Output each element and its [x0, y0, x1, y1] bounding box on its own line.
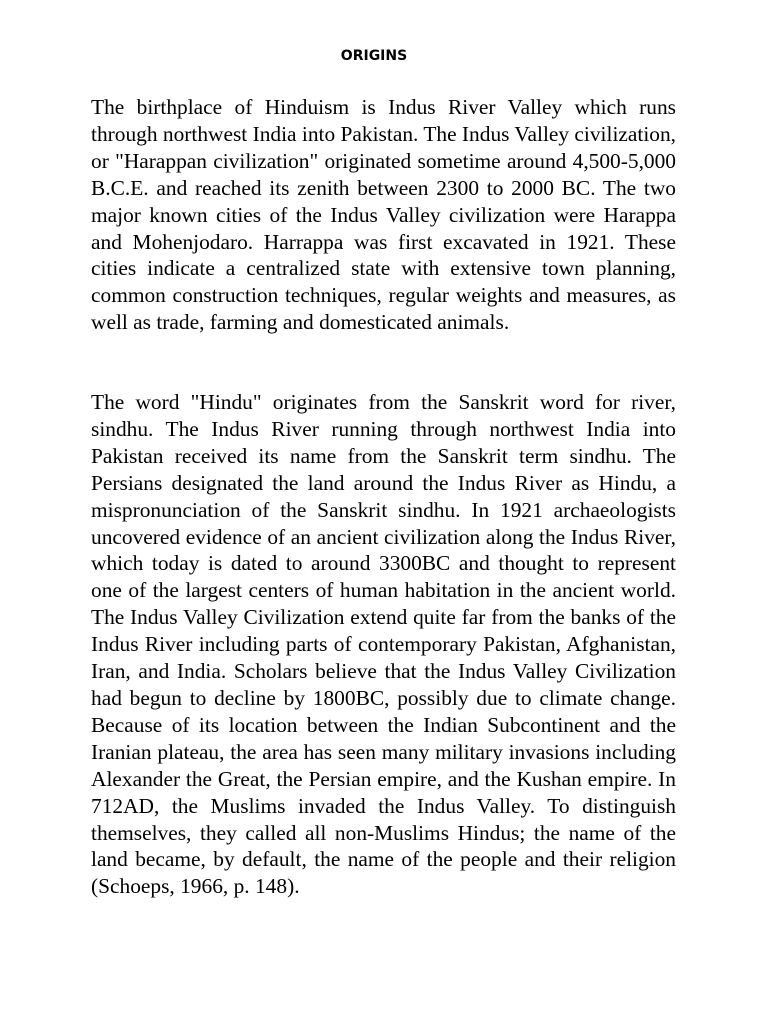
paragraph-indus-valley-origins: The birthplace of Hinduism is Indus River Valley which runs through northwest India into Pakistan. The Indus Valley civilization, or "Harappan civilization" originated sometime around 4,500-5,000 B.C.E. and reached its zenith between 2300 to 2000 BC. The two major known cities of the Indus Valley civilization were Harappa and Mohenjodaro. Harrappa was first excavated in 1921. These cities indicate a centralized state with extensive town planning, common construction techniques, regular weights and measures, as well as trade, farming and domesticated animals. — [91, 95, 676, 335]
page-title: ORIGINS — [340, 48, 408, 64]
paragraph-word-hindu: The word "Hindu" originates from the Sanskrit word for river, sindhu. The Indus River running through northwest India into Pakistan received its name from the Sanskrit term sindhu. The Persians designated the land around the Indus River as Hindu, a mispronunciation of the Sanskrit sindhu. In 1921 archaeologists uncovered evidence of an ancient civilization along the Indus River, which today is dated to around 3300BC and thought to represent one of the largest centers of human habitation in the ancient world. The Indus Valley Civilization extend quite far from the banks of the Indus River including parts of contemporary Pakistan, Afghanistan, Iran, and India. Scholars believe that the Indus Valley Civilization had begun to decline by 1800BC, possibly due to climate change. Because of its location between the Indian Subcontinent and the Iranian plateau, the area has seen many military invasions including Alexander the Great, the Persian empire, and the Kushan empire. In 712AD, the Muslims invaded the Indus Valley. To distinguish themselves, they called all non-Muslims Hindus; the name of the land became, by default, the name of the people and their religion (Schoeps, 1966, p. 148). — [91, 390, 676, 899]
